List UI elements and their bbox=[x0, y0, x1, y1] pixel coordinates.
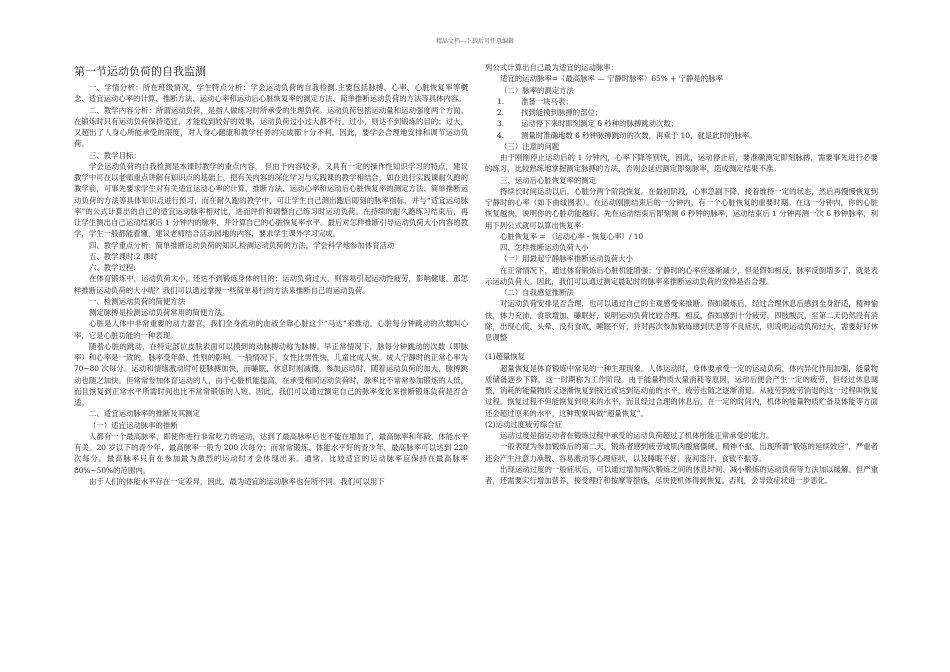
section-title: 第一节运动负荷的自我监测 bbox=[74, 65, 206, 78]
body-paragraph: 出现运动过度的一般症状后，可以通过增加两次锻炼之间的休息时间、减小锻炼的运动负荷等方法加以缓解。但严重者，还需要实行增加营养、接受理疗和按摩等措施，尽快使机体得到恢复。否则，会导致症状进一步恶化。 bbox=[485, 464, 878, 485]
body-paragraph: 在正常情况下，通过体育锻炼后心脏机能增强；宁静时的心率应逐渐减少，但是假如相反，脉率反倒增多了，就是表示运动负荷大。因此，我们可以通过测定晨起时的脉率来推断运动负荷的安排是否合理。 bbox=[485, 265, 878, 286]
body-paragraph: （二）脉率的测定方法 bbox=[500, 85, 574, 95]
numbered-list-item bbox=[485, 130, 878, 141]
numbered-list-item bbox=[485, 118, 878, 129]
body-paragraph: 一、检测运动负荷的简便方法 bbox=[89, 296, 186, 306]
body-paragraph: 对运动负荷安排是否合理，也可以通过自己的主观感受来推断。假如锻炼后，经过合理休息后感到全身舒适，精神愉快，体力充沛，食欲增加，睡眠好，说明运动负荷比较合理。相反，假如感到十分疲劳，四肢酸沉，至第二天仍然没有消除，出现心慌、头晕、没有食欲，睡眠不好，并对再次参加锻炼感到厌恶等不良症状，则说明运动负荷过大，需要好好休息调整 bbox=[485, 299, 878, 342]
body-paragraph: （一）适宜运动脉率的推断 bbox=[89, 420, 178, 430]
body-paragraph: 由于人们的体能水平存在一定差异，因此，最为适宜的运动脉率也有所不同。我们可以用下 bbox=[89, 476, 385, 486]
body-paragraph: 四、怎样推断运动负荷大小 bbox=[500, 243, 589, 252]
body-paragraph: 心脏恢复率 = （运动心率 - 恢复心率）/ 10 bbox=[500, 231, 644, 241]
body-paragraph: 随着心脏的跳动，在特定部位皮肤表面可以摸到的动脉搏动称为脉搏。早正常情况下，脉每分钟跳动的次数（即脉率）和心率是一致的。脉率受年龄、性别的影响。一般情况下，女性比男性快，儿童比成人快。成人宁静时的正常心率为 70~80 次每分。运动和情绪激动时可使脉搏加快，而睡眠、休息时则减慢。参加运动时，随着运动负荷的加大，脉搏跳动也随之加快。但常常参加体育运动的人，由于心脏机能提高，在承受相同运动负荷时，脉率比不常常参加锻炼的人低，而且恢复到正常水平所需时间也比不常常锻炼的人短。因此，我们可以通过测定自己的脉率变化来推断锻炼负荷是否合适。 bbox=[74, 341, 468, 407]
body-paragraph: 持续长时间运动以后，心脏分两个阶段恢复。在最初阶段，心率急剧下降，接着维持一定的状态，然后再慢慢恢复到宁静时的心率（如下曲线图表）。在运动刚刚结束后的一分钟内，有一个心脏恢复的重要时期。在这一分钟内，你的心脏恢复越快，说明你的心脏功能越好。先在运动结束后即刻测 6 秒钟的脉率，运动结束后 1 分钟再测一次 6 秒钟脉率，利用下列公式就可以算出恢复率： bbox=[485, 186, 878, 230]
body-paragraph: （一）用最起宁静脉率推断运动负荷大小 bbox=[500, 254, 634, 264]
body-paragraph: 测定脉搏是检测运动负荷常用的简便方法。 bbox=[89, 308, 230, 317]
list-item-number: 2. bbox=[497, 108, 505, 117]
list-item-number: 3. bbox=[497, 119, 505, 129]
body-paragraph: 一般表现为参加锻炼后的第二天，锻炼者感到疲劳或肌肉酸痛僵硬、精神不振，出现所谓“锻炼的延续效应”，严重者还会产生注意力涣散、容易激动等心理症状，以及睡眠不好，夜间盗汗、食欲不振等。 bbox=[485, 442, 878, 463]
body-paragraph: 五、教学课时:2 课时 bbox=[89, 251, 158, 261]
list-item-text: 测量时准确地数 6 秒钟脉搏跳动的次数，再乘于 10，就是此时的脉率。 bbox=[521, 130, 757, 140]
body-paragraph: 四、教学重点分析：简单推断运动负荷的知识,检测运动负荷的方法，学会科学地参加体育活动 bbox=[89, 240, 395, 250]
body-paragraph: 三、运动后心脏恢复率的测定 bbox=[500, 175, 597, 185]
left-column bbox=[74, 62, 468, 487]
list-item-text: 运动停下来时即刻测定 6 秒种的脉搏跳动次数； bbox=[521, 119, 679, 129]
body-paragraph: 心脏是人体中非常重要的动力器官，我们全身流动的血液全靠心脏这个“马达”来推动。心脏每分钟跳动的次数叫心率，它是心脏功能的一种表现。 bbox=[74, 319, 468, 340]
right-column bbox=[485, 62, 878, 486]
paragraph-gap bbox=[485, 343, 878, 351]
list-item-number: 1. bbox=[497, 96, 505, 106]
body-paragraph: 适宜的运动脉率=（最高脉率 — 宁静时脉率）65% + 宁静是的脉率 bbox=[500, 74, 723, 84]
body-paragraph: （三）注意的问题 bbox=[500, 141, 560, 151]
body-paragraph: 二、教学内容分析：所谓运动负荷，是指人做练习时所承受的生理负荷。运动负荷包括运动量和运动强度两个方面。在锻炼时只有运动负荷保持适宜，才能收到较好的效果，运动负荷过小过大都不行。过小，则达不到锻炼的目的；过大，又超出了人身心所能承受的限度，对人身心健康和教学任务的完成都十分不利。因此，要学会合理地安排和调节运动负荷。 bbox=[74, 105, 468, 149]
numbered-list-item bbox=[485, 107, 878, 118]
list-item-number: 4. bbox=[497, 130, 505, 140]
numbered-list-item bbox=[485, 96, 878, 107]
body-paragraph: 人都有一个最高脉率，即使你进行非常吃力的运动，达到了最高脉率后也不能在增加了，最高脉率和年龄、体能水平有关。20 岁以下的青少年，最高脉率一般为 200 次每分；而常常锻炼、体能水平好的青少年，最高脉率可以达到 220 次每分。最高脉率只有在参加最为激烈的运动时才会体现出来。通常，比较适宜的运动脉率应保持在最高脉率 80%~50%的范围内。 bbox=[74, 431, 468, 475]
list-item-text: 找到能摸到脉搏的部位； bbox=[521, 108, 603, 117]
body-paragraph: 列公式计算出自己最为适宜的运动脉率： bbox=[485, 63, 619, 72]
body-paragraph: 由于刚刚停止运动后的 1 分钟内，心率下降等别快，因此，运动停止后，要准确测定即刻脉搏，需要事先进行必要的练习，比较熟练地掌握测定脉搏的方法，否则会延迟测定即刻脉率，造成测定结果不准。 bbox=[485, 153, 878, 174]
body-paragraph: 运动过度是指运动者在锻炼过程中承受的运动负荷超过了机体所能正常承受的能力。 bbox=[500, 431, 774, 440]
body-paragraph: （二）自我感觉推断法 bbox=[500, 288, 574, 297]
body-paragraph: 在体育锻炼中，运动负荷太小，还达不到锻炼身体的目的；运动负荷过大，则容易引起运动性疲劳，影响健康。那怎样推断运动负荷的大小呢？我们可以通过掌握一些简单易行的方法来推断自己的运动负荷。 bbox=[74, 274, 468, 295]
body-paragraph: (1)超量恢复 bbox=[485, 352, 526, 362]
body-paragraph: 二、适宜运动脉率的推断及其测定 bbox=[89, 409, 200, 419]
body-paragraph: 三、教学目标： bbox=[89, 150, 141, 160]
body-paragraph: 学会运动负荷的自我检测是本课时教学的重点内容， 但由于内容较多，又具有一定的操作性知识学习的特点，建议教学中可在以老师重点讲解有知识点的基础上，把有关内容的深化学习与实践课的教学相结合，如在进行实践课耐久跑的教学前，可事先要求学生对有关适宜运动心率的计算、推断方法、运动心率和运动后心脏恢复率的测定方法、简单推断运动负荷的方法等具体知识点进行预习，而在耐久跑的教学中，可让学生自己测出跑后即刻的脉率指标，并与“适宜运动脉率”的公式计算出的自己的适宜运动脉率相对比，进而评价和调整自己练习时运动负荷。在持续的耐久跑练习结束后，再让学生测出自己运动结束后 1 分钟内的脉率，并计算自己的心脏恢复率水平。最后对怎样推断引导运动负荷大小内容的教学，学生一般都能看懂，建议老师结合活动园地的内容，要求学生课外学习完成。 bbox=[74, 161, 468, 239]
body-paragraph: 六、教学过程: bbox=[89, 263, 136, 272]
body-paragraph: 一、学情分析：所在班级情况，学生特点分析：学会运动负荷的自我检测,主要包括脉搏、心率、心脏恢复率等概念、适宜运动心率的计算、推断方法、运动心率和运动后心脏恢复率的测定方法、简单推断运动负荷的方法等具体内容。 bbox=[74, 83, 468, 104]
body-paragraph: (2)运动过度疲劳综合症 bbox=[485, 419, 562, 429]
body-paragraph: 超量恢复是体育锻炼中常见的一种生理现象。人体运动时，身体要承受一定的运动负荷，体内异化作用加强，能量物质储备逐步下降，这一时期称为工作阶段。由于能量物质大量消耗等原因，运动后便会产生一定的疲劳，但经过休息调整，消耗的能量物质又逐渐恢复到接近或达到运动前的水平，疲劳也随之逐渐消退。从疲劳到疲劳消退的这一过程叫恢复过程。恢复过程不但能恢复到原来的水平，而且经过合理的休息后，在一定的时间内，机体的能量物质贮备及体能等方面还会超过原来的水平。这种现象叫做“超量恢复”。 bbox=[485, 363, 878, 418]
page-header-note: 精品文档---下载后可任意编辑 bbox=[435, 38, 515, 45]
list-item-text: 准备一块马表； bbox=[521, 96, 573, 106]
